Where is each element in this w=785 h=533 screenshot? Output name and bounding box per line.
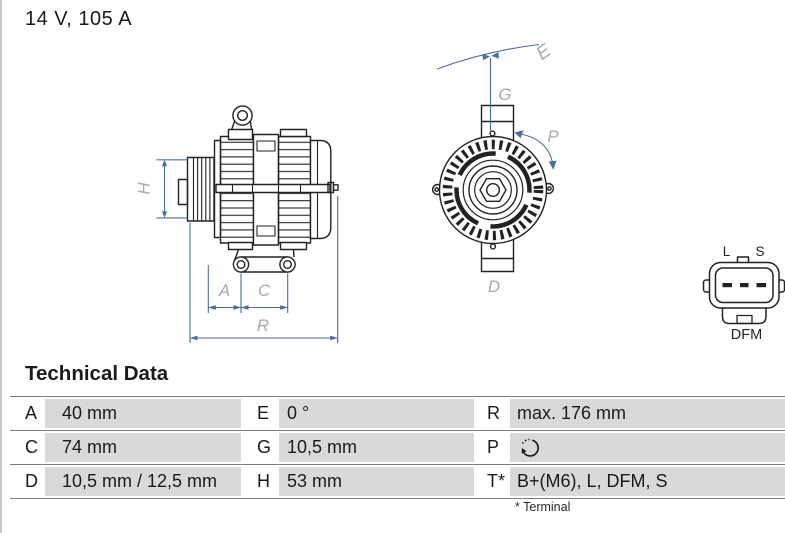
table-key-t: T* <box>487 471 505 491</box>
table-key-h: H <box>257 471 270 491</box>
table-key-a: A <box>25 403 38 423</box>
table-key-p: P <box>487 437 500 457</box>
table-row <box>10 397 785 431</box>
dim-label-p: P <box>547 127 559 146</box>
connector-pins <box>723 283 767 287</box>
dim-label-d: D <box>487 277 501 296</box>
table-value-r: max. 176 mm <box>510 397 785 430</box>
terminal-footnote: * Terminal <box>515 500 571 514</box>
product-spec-header: 14 V, 105 A <box>25 8 133 30</box>
dim-label-c: C <box>257 281 271 300</box>
connector-type-label: DFM <box>730 327 763 343</box>
table-key-d: D <box>25 471 38 491</box>
technical-data-table <box>10 396 785 499</box>
alternator-side-view <box>179 106 339 272</box>
table-value-h: 53 mm <box>279 465 474 498</box>
table-value-p <box>510 431 785 464</box>
table-value-t: B+(M6), L, DFM, S <box>510 465 785 498</box>
dim-label-g: G <box>498 85 512 104</box>
table-key-g: G <box>257 437 272 457</box>
table-key-e: E <box>257 403 270 423</box>
dfm-connector-drawing <box>704 257 785 324</box>
table-row <box>10 465 785 499</box>
table-value-c: 74 mm <box>45 431 241 464</box>
alternator-front-view <box>433 106 554 272</box>
technical-data-title: Technical Data <box>25 362 169 385</box>
pin-label-s: S <box>755 244 765 259</box>
dim-label-r: R <box>256 316 270 335</box>
table-value-e: 0 ° <box>279 397 474 430</box>
dim-label-h: H <box>134 182 154 195</box>
table-key-c: C <box>25 437 38 457</box>
table-value-d: 10,5 mm / 12,5 mm <box>45 465 241 498</box>
dim-label-e: E <box>532 40 556 65</box>
dim-label-a: A <box>218 281 231 300</box>
table-value-a: 40 mm <box>45 397 241 430</box>
table-key-r: R <box>487 403 500 423</box>
table-value-g: 10,5 mm <box>279 431 474 464</box>
table-row <box>10 431 785 465</box>
pin-label-l: L <box>722 244 731 259</box>
rotation-ccw-icon <box>518 436 541 459</box>
